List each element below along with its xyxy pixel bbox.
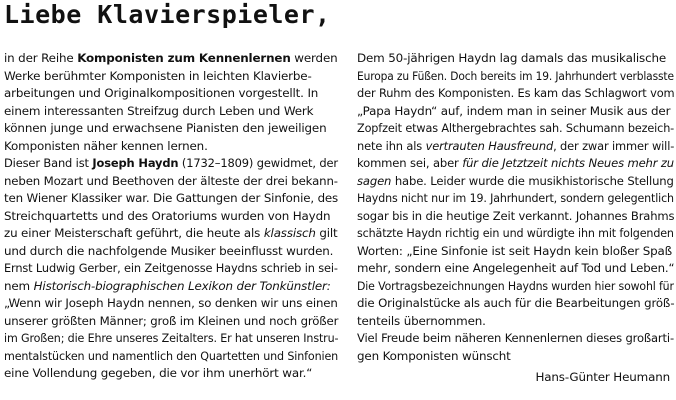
text-segment: nete ihn als — [357, 138, 426, 153]
text-segment: in der Reihe — [4, 51, 78, 65]
text-line — [357, 260, 675, 278]
bold-text: Komponisten zum Kennenlernen — [77, 51, 291, 65]
text-segment: Dem 50-jährigen Haydn lag damals das musikalische — [357, 51, 667, 65]
text-line — [357, 225, 674, 243]
text-line — [357, 330, 674, 348]
text-segment: Komponisten näher kennen lernen. — [4, 138, 208, 153]
text-line — [357, 120, 675, 138]
text-line — [4, 348, 339, 366]
text-line — [357, 348, 674, 366]
text-segment: zu einer Meisterschaft geführt, die heute als — [4, 226, 264, 240]
text-line — [357, 138, 675, 156]
text-segment: „Papa Haydn“ auf, indem man in seiner Musik aus der — [357, 103, 671, 118]
text-segment: einem interessanten Streifzug durch Leben und Werk — [4, 103, 314, 118]
text-line — [4, 68, 338, 86]
text-line — [4, 225, 337, 243]
author-signature: Hans-Günter Heumann — [535, 370, 670, 384]
text-line — [357, 85, 675, 103]
text-line — [357, 190, 674, 208]
text-line — [4, 295, 338, 313]
right-column — [357, 50, 674, 387]
text-segment: nem — [4, 278, 34, 293]
text-line — [357, 278, 674, 296]
italic-text: Historisch-biographischen Lexikon der Tonkünstler: — [33, 278, 331, 293]
text-line — [4, 278, 338, 296]
text-segment: neben Mozart und Beethoven der älteste der drei bekann- — [4, 173, 338, 188]
text-line — [4, 85, 338, 103]
text-line — [357, 173, 674, 191]
text-segment: gen Komponisten wünscht — [357, 348, 511, 363]
text-segment: arbeitungen und Originalkompositionen vorgestellt. In — [4, 86, 319, 100]
text-segment: im Großen; die Ehre unseres Zeitalters. Er hat unseren Instru- — [4, 331, 339, 345]
text-segment: die Originalstücke als auch für die Bearbeitungen größ- — [357, 296, 675, 310]
text-line — [4, 190, 339, 208]
text-segment: (1732–1809) gewidmet, der — [178, 156, 338, 170]
text-segment: schätzte Haydn richtig ein und würdigte ihn mit folgenden — [357, 226, 674, 240]
page-title: Liebe Klavierspieler, — [4, 0, 331, 29]
text-segment: mentalstücken und namentlich den Quartetten und Sinfonien — [4, 348, 339, 363]
text-segment: eine Vollendung gegeben, die vor ihm unerhört war.“ — [4, 366, 313, 380]
text-segment: unserer größten Männer; groß im Kleinen und noch größer — [4, 313, 339, 328]
italic-text: vertrauten Hausfreund — [425, 138, 554, 153]
text-segment: tenteils übernommen. — [357, 313, 486, 328]
text-segment: Viel Freude beim näheren Kennenlernen dieses großarti- — [357, 331, 674, 345]
text-segment: Werke berühmter Komponisten in leichten Klavierbe- — [4, 68, 312, 83]
text-line — [4, 330, 339, 348]
text-line — [357, 295, 675, 313]
text-line — [4, 208, 338, 226]
text-line — [4, 138, 338, 156]
text-segment: „Wenn wir Joseph Haydn nennen, so denken wir uns einen — [4, 296, 338, 310]
text-segment: Zopfzeit etwas Althergebrachtes sah. Schumann bezeich- — [357, 121, 675, 135]
text-segment: und durch die nachfolgende Musiker beeinflusst wurden. — [4, 243, 334, 258]
text-line — [357, 68, 674, 86]
text-segment: sogar bis in die heutige Zeit verkannt. Johannes Brahms — [357, 208, 675, 223]
text-line — [4, 50, 338, 68]
text-segment: Europa zu Füßen. Doch bereits im 19. Jahrhundert verblasste — [357, 68, 674, 83]
text-line — [4, 243, 338, 261]
text-line — [4, 260, 338, 278]
text-segment: ten Wiener Klassiker war. Die Gattungen der Sinfonie, des — [4, 191, 339, 205]
text-segment: habe. Leider wurde die musikhistorische Stellung — [391, 173, 674, 188]
text-line — [357, 155, 674, 173]
text-segment: gilt — [315, 226, 338, 240]
text-segment: , der zwar immer will- — [553, 138, 675, 153]
text-line — [4, 103, 338, 121]
text-line — [4, 155, 338, 173]
text-segment: werden — [290, 51, 338, 65]
bold-text: Joseph Haydn — [92, 156, 179, 170]
text-line — [357, 243, 674, 261]
text-segment: Ernst Ludwig Gerber, ein Zeitgenosse Haydns schrieb in sei- — [4, 261, 338, 275]
text-segment: Dieser Band ist — [4, 156, 93, 170]
text-segment: Worten: „Eine Sinfonie ist seit Haydn kein bloßer Spaß — [357, 243, 673, 258]
left-column — [4, 50, 338, 383]
text-line — [357, 50, 674, 68]
text-line — [4, 173, 338, 191]
text-line — [357, 208, 675, 226]
text-segment: mehr, sondern eine Angelegenheit auf Tod und Leben.“ — [357, 261, 675, 275]
text-line — [4, 313, 339, 331]
italic-text: für die Jetztzeit nichts Neues mehr zu — [462, 156, 674, 170]
text-segment: Die Vortragsbezeichnungen Haydns wurden hier sowohl für — [357, 278, 674, 293]
text-segment: kommen sei, aber — [357, 156, 463, 170]
text-line — [4, 365, 338, 383]
text-line — [357, 313, 674, 331]
text-segment: Haydns nicht nur im 19. Jahrhundert, sondern gelegentlich — [357, 191, 674, 205]
text-line — [4, 120, 338, 138]
text-segment: können junge und erwachsene Pianisten den jeweiligen — [4, 121, 327, 135]
italic-text: klassisch — [263, 226, 316, 240]
italic-text: sagen — [357, 173, 392, 188]
text-line — [357, 103, 674, 121]
text-segment: Streichquartetts und des Oratoriums wurden von Haydn — [4, 208, 331, 223]
text-segment: der Ruhm des Komponisten. Es kam das Schlagwort vom — [357, 86, 675, 100]
